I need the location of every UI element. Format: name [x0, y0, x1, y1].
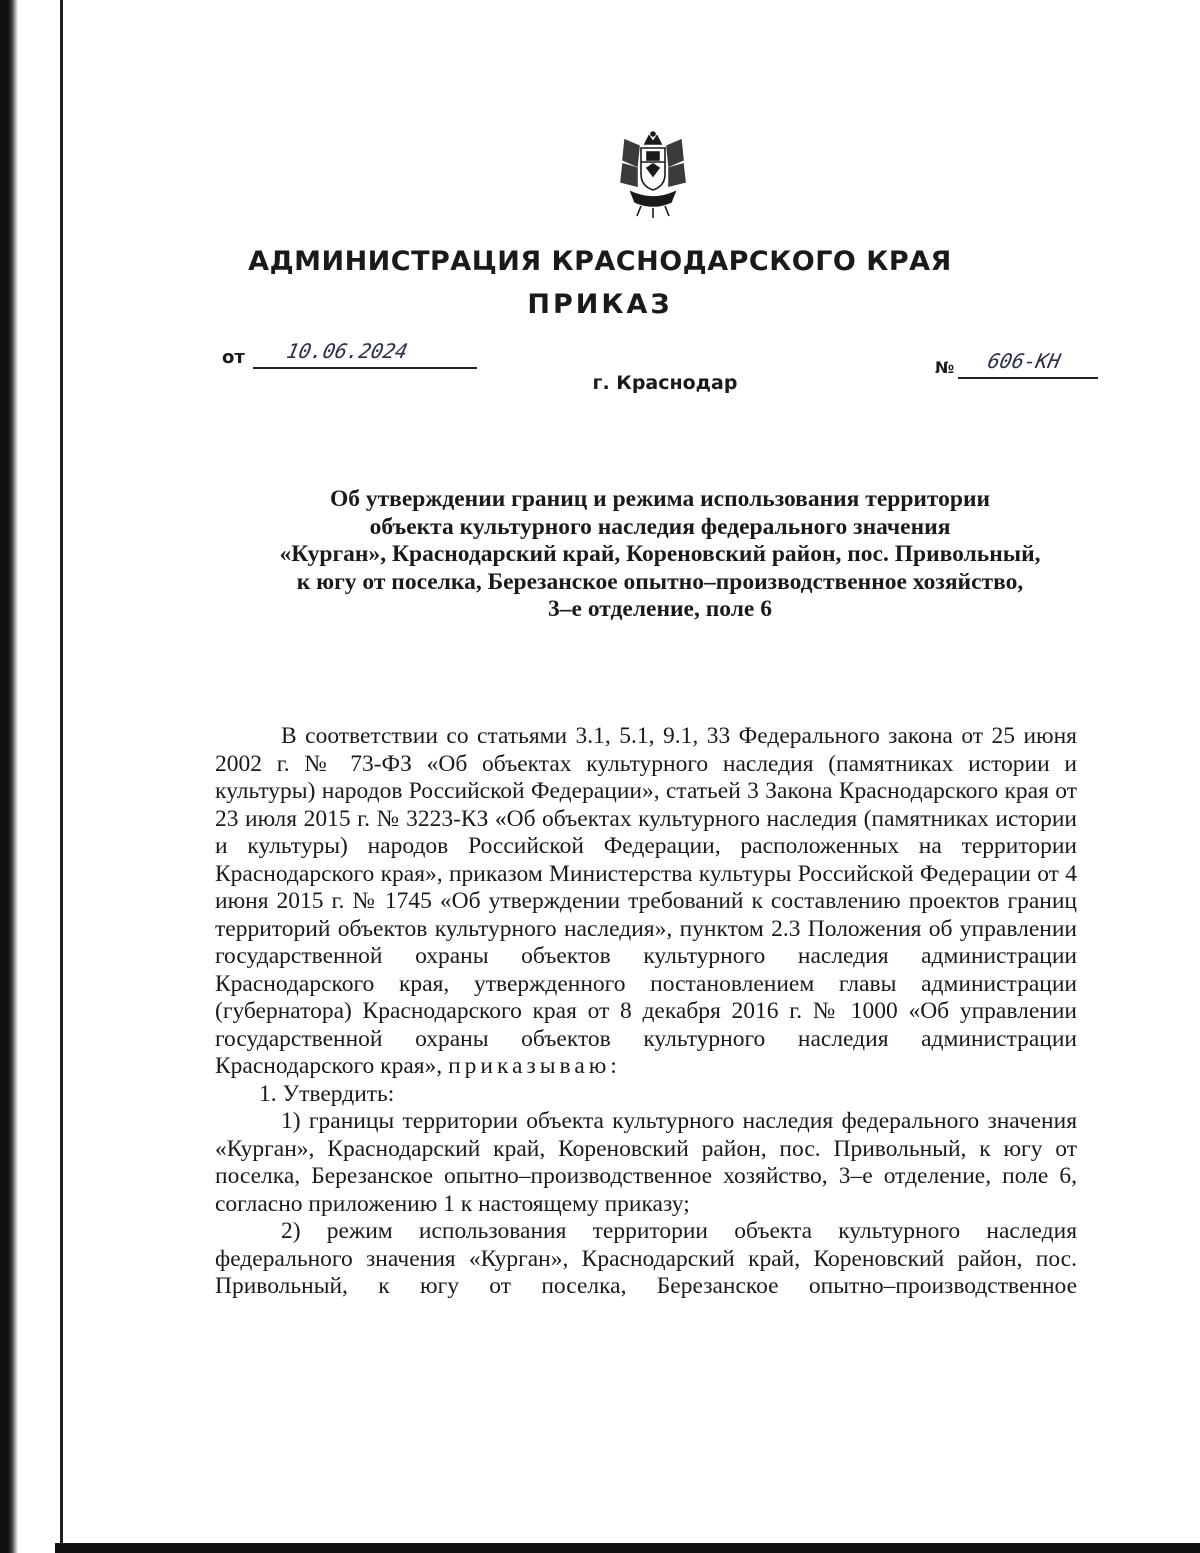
- number-prefix: №: [935, 358, 955, 377]
- organization-title: АДМИНИСТРАЦИЯ КРАСНОДАРСКОГО КРАЯ: [248, 246, 952, 277]
- scan-edge-bottom: [55, 1543, 1200, 1553]
- document-body: [215, 723, 1077, 1301]
- subject-line: к югу от поселка, Березанское опытно–производственное хозяйство,: [296, 568, 1024, 595]
- date-line: [253, 339, 477, 369]
- subitem-1: 1) границы территории объекта культурного наследия федерального значения «Курган», Краснодарский край, Кореновский район, пос. Привольный, к югу от поселка, Березанское опытно–производственное хозяйство, 3–е отделение, поле 6, согласно приложению 1 к настоящему приказу;: [215, 1108, 1077, 1217]
- subject-line: объекта культурного наследия федерального значения: [369, 513, 951, 540]
- date-field: [222, 339, 477, 369]
- scan-edge-line: [60, 0, 63, 1553]
- preamble-text: В соответствии со статьями 3.1, 5.1, 9.1, 33 Федерального закона от 25 июня 2002 г. № 73-ФЗ «Об объектах культурного наследия (памятниках истории и культуры) народов Российской Федерации», статьей 3 Закона Краснодарского края от 23 июля 2015 г. № 3223-КЗ «Об объектах культурного наследия (памятниках истории и культуры) народов Российской Федерации, расположенных на территории Краснодарского края», приказом Министерства культуры Российской Федерации от 4 июня 2015 г. № 1745 «Об утверждении требований к составлению проектов границ территорий объектов культурного наследия», пунктом 2.3 Положения об управлении государственной охраны объектов культурного наследия администрации Краснодарского края, утвержденного постановлением главы администрации (губернатора) Краснодарского края от 8 декабря 2016 г. № 1000 «Об управлении государственной охраны объектов культурного наследия администрации Краснодарского края»,: [215, 723, 1077, 1079]
- item-1: 1. Утвердить:: [259, 1080, 395, 1107]
- date-value: 10.06.2024: [284, 339, 410, 363]
- number-value: 606-КН: [985, 349, 1064, 373]
- subject-line: 3–е отделение, поле 6: [548, 596, 772, 622]
- scan-edge-left: [0, 0, 18, 1553]
- preamble-paragraph: [215, 723, 1077, 1081]
- document-subject: [215, 486, 1105, 624]
- subject-line: «Курган», Краснодарский край, Кореновский район, пос. Привольный,: [279, 541, 1041, 567]
- document-type: ПРИКАЗ: [527, 289, 673, 320]
- city: г. Краснодар: [592, 372, 738, 394]
- order-word: приказываю:: [448, 1053, 621, 1079]
- subitem-2: 2) режим использования территории объекта культурного наследия федерального значения «Курган», Краснодарский край, Кореновский район, пос. Привольный, к югу от поселка, Березанское опытно–производственное: [215, 1218, 1077, 1299]
- coat-of-arms-icon: [617, 130, 689, 220]
- subject-line: Об утверждении границ и режима использования территории: [329, 486, 991, 512]
- date-prefix: от: [222, 347, 245, 368]
